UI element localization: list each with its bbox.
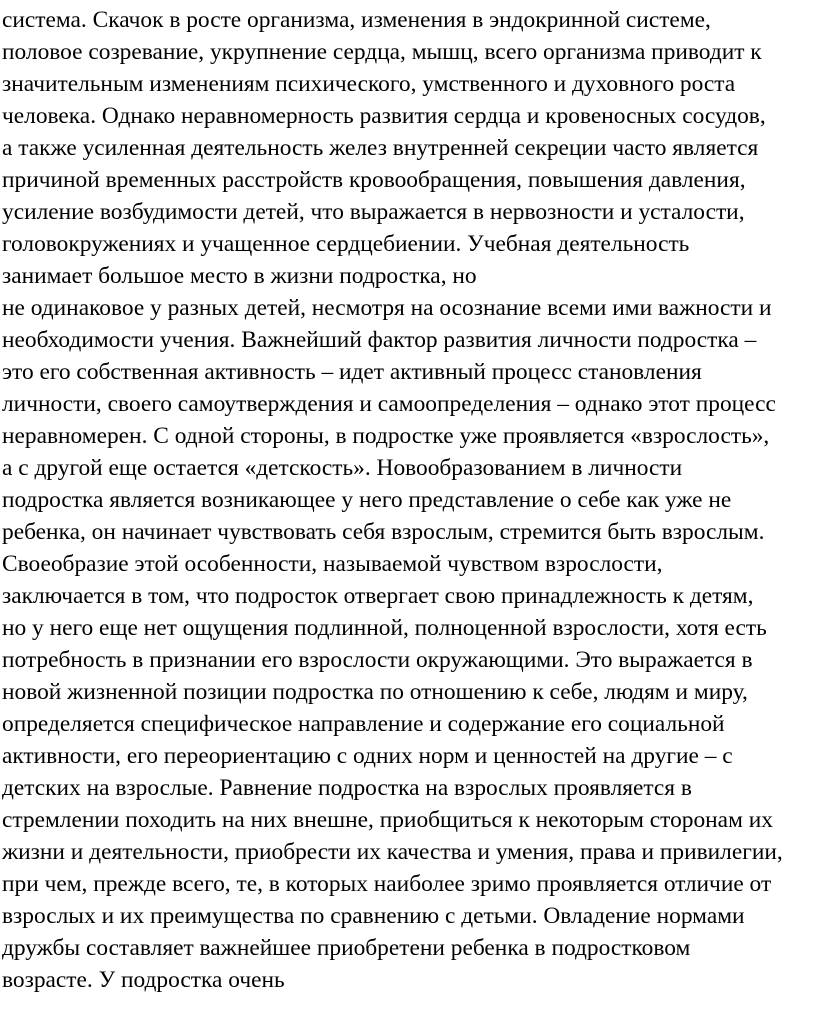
text-line: причиной временных расстройств кровообращения, повышения давления, (2, 167, 746, 193)
text-line: жизни и деятельности, приобрести их качества и умения, права и привилегии, (2, 839, 783, 865)
text-line: Своеобразие этой особенности, называемой чувством взрослости, (2, 551, 663, 577)
text-line: половое созревание, укрупнение сердца, мышц, всего организма приводит к (2, 39, 762, 65)
text-line: усиление возбудимости детей, что выражается в нервозности и усталости, (2, 199, 745, 225)
text-line: неравномерен. С одной стороны, в подростке уже проявляется «взрослость», (2, 423, 770, 449)
text-line: необходимости учения. Важнейший фактор развития личности подростка – (2, 327, 757, 353)
text-line: система. Скачок в росте организма, изменения в эндокринной системе, (2, 7, 711, 33)
text-line: это его собственная активность – идет активный процесс становления (2, 359, 702, 385)
text-line: ребенка, он начинает чувствовать себя взрослым, стремится быть взрослым. (2, 519, 765, 545)
text-line: подростка является возникающее у него представление о себе как уже не (2, 487, 732, 513)
text-line: определяется специфическое направление и содержание его социальной (2, 711, 725, 737)
text-line: головокружениях и учащенное сердцебиении. Учебная деятельность (2, 231, 690, 257)
text-line: не одинаковое у разных детей, несмотря на осознание всеми ими важности и (2, 295, 772, 321)
text-line: заключается в том, что подросток отвергает свою принадлежность к детям, (2, 583, 754, 609)
text-line: при чем, прежде всего, те, в которых наиболее зримо проявляется отличие от (2, 871, 772, 897)
text-line: детских на взрослые. Равнение подростка на взрослых проявляется в (2, 775, 692, 801)
text-line: взрослых и их преимущества по сравнению с детьми. Овладение нормами (2, 903, 745, 929)
text-line: человека. Однако неравномерность развития сердца и кровеносных сосудов, (2, 103, 766, 129)
text-line: но у него еще нет ощущения подлинной, полноценной взрослости, хотя есть (2, 615, 767, 641)
text-line: а также усиленная деятельность желез внутренней секреции часто является (2, 135, 759, 161)
body-text (2, 4, 816, 996)
text-line: возрасте. У подростка очень (2, 967, 285, 993)
text-line: дружбы составляет важнейшее приобретени ребенка в подростковом (2, 935, 691, 961)
text-line: значительным изменениям психического, умственного и духовного роста (2, 71, 736, 97)
text-line: личности, своего самоутверждения и самоопределения – однако этот процесс (2, 391, 776, 417)
text-line: стремлении походить на них внешне, приобщиться к некоторым сторонам их (2, 807, 773, 833)
text-line: потребность в признании его взрослости окружающими. Это выражается в (2, 647, 753, 673)
text-line: новой жизненной позиции подростка по отношению к себе, людям и миру, (2, 679, 748, 705)
text-line: активности, его переориентацию с одних норм и ценностей на другие – с (2, 743, 733, 769)
text-line: занимает большое место в жизни подростка, но (2, 263, 477, 289)
text-line: а с другой еще остается «детскость». Новообразованием в личности (2, 455, 683, 481)
